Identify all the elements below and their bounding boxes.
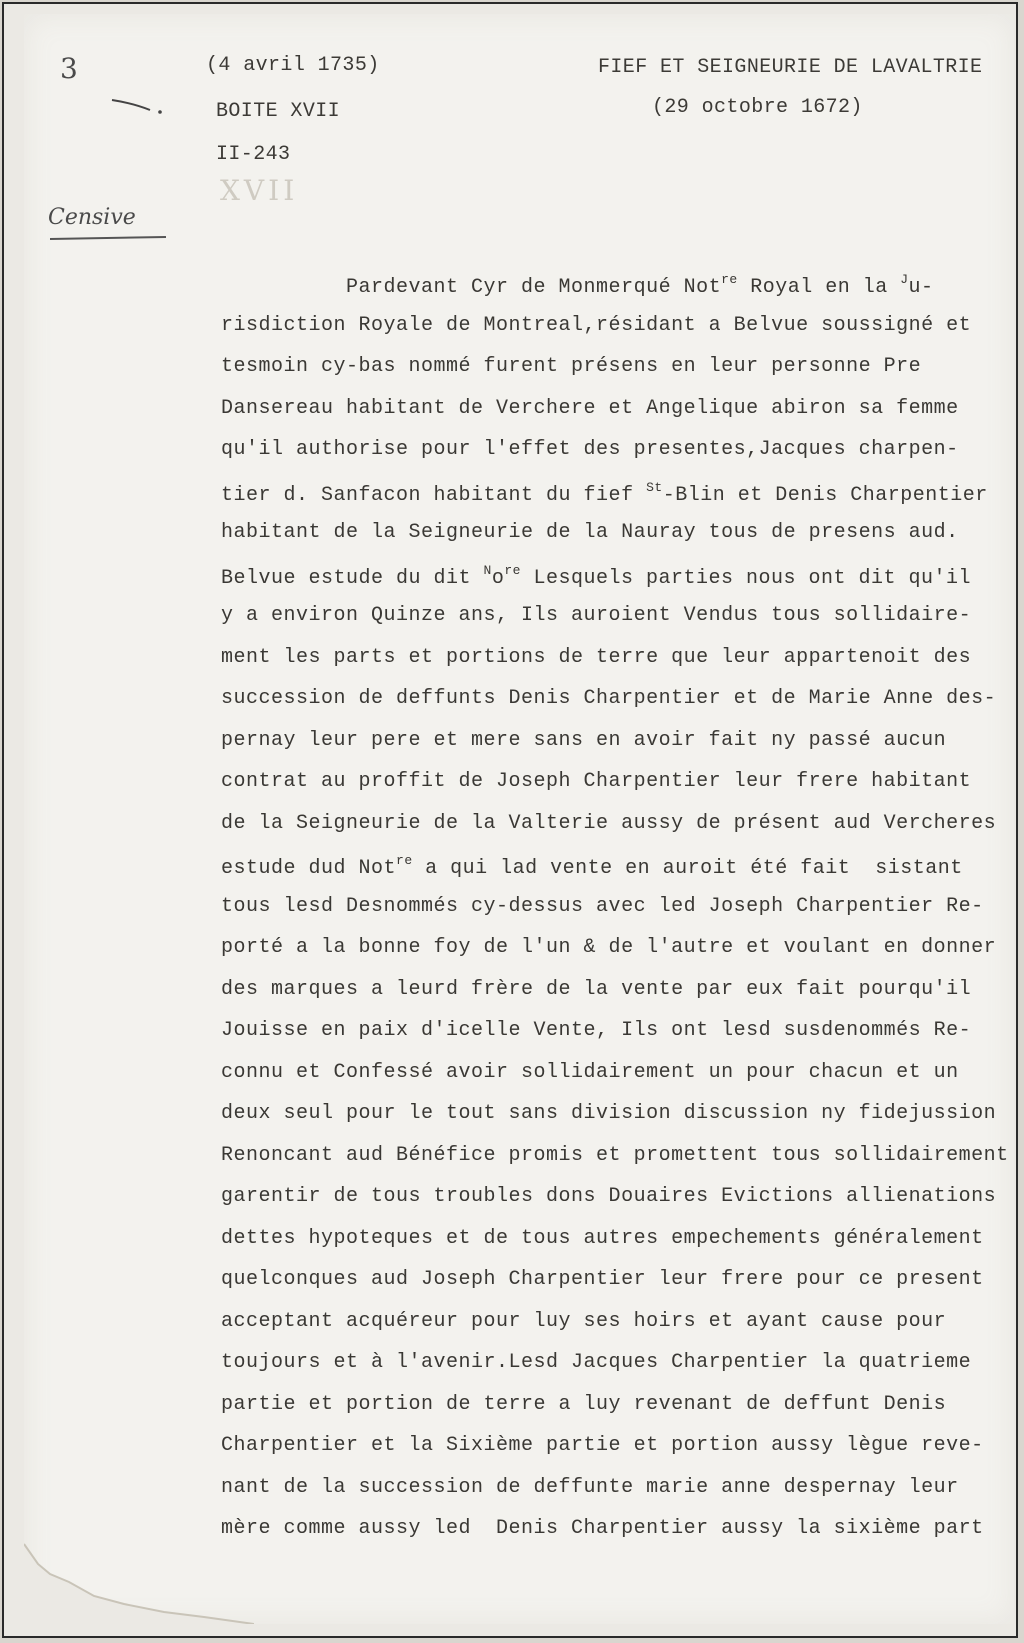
- torn-corner: [24, 1504, 254, 1624]
- text-line: [221, 480, 988, 507]
- text-line: [221, 1268, 984, 1291]
- text-segment: connu et Confessé avoir sollidairement un pour chacun et un: [221, 1060, 959, 1084]
- text-segment: Dansereau habitant de Verchere et Angelique abiron sa femme: [221, 396, 959, 420]
- text-line: [221, 521, 959, 544]
- pencil-mark: [110, 96, 165, 116]
- text-line: [221, 563, 971, 590]
- text-line: [221, 1102, 996, 1125]
- text-line: [221, 1351, 971, 1374]
- text-segment: de la Seigneurie de la Valterie aussy de présent aud Vercheres: [221, 811, 997, 835]
- text-line: [221, 770, 971, 793]
- text-segment: a qui lad vente en auroit été fait sistant: [412, 857, 963, 880]
- text-segment: Belvue estude du dit: [221, 566, 484, 590]
- superscript: St: [646, 479, 663, 495]
- text-line: [221, 397, 959, 420]
- text-line: [221, 314, 971, 337]
- text-line: [221, 812, 996, 835]
- text-segment: tous lesd Desnommés cy-dessus avec led Joseph Charpentier Re-: [221, 894, 984, 918]
- text-line: [221, 687, 996, 710]
- text-line: [221, 1185, 996, 1208]
- text-line: [221, 853, 963, 880]
- text-segment: -Blin et Denis Charpentier: [662, 483, 988, 507]
- text-line: [221, 1144, 1009, 1167]
- text-line: [221, 646, 971, 669]
- date-right: (29 octobre 1672): [652, 96, 863, 119]
- reference-code: II-243: [216, 143, 291, 166]
- text-segment: dettes hypoteques et de tous autres empechements généralement: [221, 1226, 984, 1250]
- text-segment: Jouisse en paix d'icelle Vente, Ils ont lesd susdenommés Re-: [221, 1019, 972, 1042]
- text-line: [221, 272, 934, 299]
- text-segment: o: [491, 566, 505, 590]
- text-segment: tesmoin cy-bas nommé furent présens en leur personne Pre: [221, 355, 922, 378]
- text-segment: y a environ Quinze ans, Ils auroient Vendus tous sollidaire-: [221, 604, 972, 627]
- text-segment: habitant de la Seigneurie de la Nauray tous de presens aud.: [221, 521, 959, 544]
- text-segment: Pardevant Cyr de Monmerqué Not: [221, 276, 722, 299]
- faint-stamp: XVII: [220, 174, 299, 207]
- text-line: [221, 438, 959, 461]
- superscript: re: [396, 853, 413, 868]
- text-line: [221, 1310, 946, 1333]
- text-line: [221, 1061, 959, 1084]
- text-segment: quelconques aud Joseph Charpentier leur frere pour ce present: [221, 1268, 984, 1291]
- page-number: 3: [60, 52, 78, 85]
- text-line: [221, 1434, 984, 1457]
- superscript: N: [483, 562, 492, 578]
- text-segment: porté a la bonne foy de l'un & de l'autre et voulant en donner: [221, 936, 997, 959]
- text-segment: Renoncant aud Bénéfice promis et promettent tous sollidairement: [221, 1143, 1009, 1167]
- superscript: re: [721, 272, 738, 287]
- superscript: J: [900, 272, 909, 287]
- text-segment: Royal en la: [737, 276, 901, 299]
- text-segment: mère comme aussy led Denis Charpentier aussy la sixième part: [221, 1517, 984, 1540]
- text-segment: u-: [908, 276, 934, 299]
- text-line: [221, 1517, 984, 1540]
- text-segment: des marques a leurd frère de la vente par eux fait pourqu'il: [221, 977, 972, 1001]
- text-segment: risdiction Royale de Montreal,résidant a Belvue soussigné et: [221, 313, 972, 337]
- text-segment: partie et portion de terre a luy revenant de deffunt Denis: [221, 1392, 947, 1416]
- text-line: [221, 1393, 946, 1416]
- text-line: [221, 355, 921, 378]
- text-segment: qu'il authorise pour l'effet des presentes,Jacques charpen-: [221, 438, 959, 461]
- text-segment: pernay leur pere et mere sans en avoir fait ny passé aucun: [221, 728, 947, 752]
- document-title: FIEF ET SEIGNEURIE DE LAVALTRIE: [598, 56, 983, 79]
- text-segment: garentir de tous troubles dons Douaires Evictions allienations: [221, 1185, 997, 1208]
- margin-note: Censive: [48, 205, 136, 230]
- text-segment: acceptant acquéreur pour luy ses hoirs et ayant cause pour: [221, 1309, 947, 1333]
- text-segment: ment les parts et portions de terre que leur appartenoit des: [221, 645, 972, 669]
- text-segment: deux seul pour le tout sans division discussion ny fidejussion: [221, 1102, 997, 1125]
- text-segment: toujours et à l'avenir.Lesd Jacques Charpentier la quatrieme: [221, 1351, 972, 1374]
- text-line: [221, 1019, 971, 1042]
- box-label: BOITE XVII: [216, 100, 341, 123]
- text-line: [221, 1476, 959, 1499]
- superscript: re: [504, 562, 521, 578]
- text-segment: Charpentier et la Sixième partie et portion aussy lègue reve-: [221, 1434, 984, 1457]
- text-line: [221, 1227, 984, 1250]
- text-segment: nant de la succession de deffunte marie anne despernay leur: [221, 1475, 959, 1499]
- text-line: [221, 936, 996, 959]
- text-segment: succession de deffunts Denis Charpentier et de Marie Anne des-: [221, 687, 997, 710]
- text-line: [221, 978, 971, 1001]
- text-line: [221, 895, 984, 918]
- text-line: [221, 729, 946, 752]
- date-left: (4 avril 1735): [206, 54, 380, 77]
- text-segment: tier d. Sanfacon habitant du fief: [221, 483, 647, 507]
- text-line: [221, 604, 971, 627]
- text-segment: contrat au proffit de Joseph Charpentier leur frere habitant: [221, 770, 972, 793]
- text-segment: Lesquels parties nous ont dit qu'il: [520, 566, 972, 590]
- text-segment: estude dud Not: [221, 857, 397, 880]
